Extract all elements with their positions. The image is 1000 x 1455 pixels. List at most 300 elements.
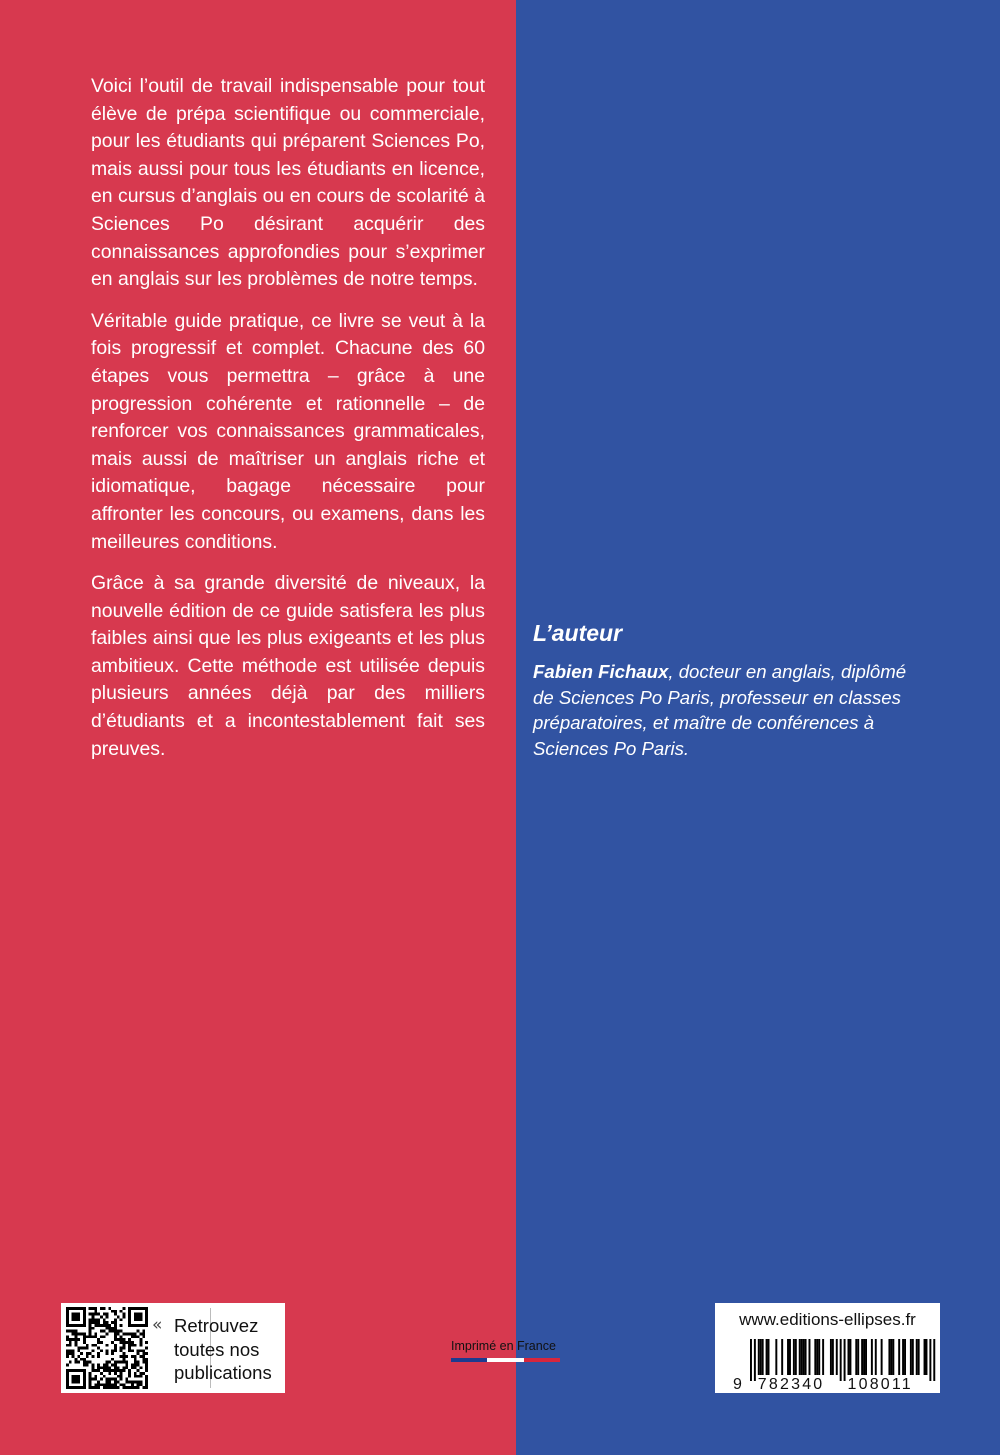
qr-module — [123, 1369, 126, 1372]
qr-module — [103, 1321, 106, 1324]
barcode-bar — [933, 1339, 935, 1381]
barcode-bar — [766, 1339, 768, 1375]
qr-module — [137, 1361, 140, 1364]
qr-module — [111, 1330, 114, 1333]
qr-module — [74, 1330, 77, 1333]
qr-module — [89, 1386, 92, 1389]
qr-module — [123, 1313, 126, 1316]
qr-module — [128, 1344, 131, 1347]
qr-module — [89, 1381, 92, 1384]
qr-module — [103, 1335, 106, 1338]
barcode-bar — [832, 1339, 834, 1375]
qr-module — [137, 1335, 140, 1338]
qr-module — [89, 1335, 92, 1338]
barcode-bar — [830, 1339, 832, 1375]
qr-module — [77, 1355, 80, 1358]
flag-blue — [451, 1358, 487, 1362]
qr-module — [114, 1372, 117, 1375]
qr-module — [80, 1347, 83, 1350]
qr-module — [91, 1378, 94, 1381]
qr-module — [106, 1321, 109, 1324]
qr-module — [114, 1378, 117, 1381]
qr-module — [69, 1330, 72, 1333]
barcode-bar — [844, 1339, 846, 1381]
qr-module — [140, 1366, 143, 1369]
qr-module — [134, 1372, 137, 1375]
qr-module — [123, 1355, 126, 1358]
publisher-website[interactable]: www.editions-ellipses.fr — [739, 1310, 916, 1329]
barcode-bar — [892, 1339, 894, 1375]
qr-module — [97, 1355, 100, 1358]
qr-module — [89, 1324, 92, 1327]
qr-module — [114, 1347, 117, 1350]
qr-module — [145, 1383, 148, 1386]
barcode-bar — [750, 1339, 752, 1381]
qr-module — [125, 1364, 128, 1367]
qr-module — [117, 1361, 120, 1364]
qr-module — [134, 1364, 137, 1367]
qr-module — [89, 1383, 92, 1386]
qr-module — [111, 1364, 114, 1367]
qr-module — [140, 1332, 143, 1335]
qr-module — [94, 1386, 97, 1389]
barcode-bar — [912, 1339, 914, 1375]
barcode-bar — [865, 1339, 867, 1375]
qr-module — [120, 1372, 123, 1375]
author-block — [533, 620, 913, 761]
qr-label-line-1: Retrouvez — [174, 1315, 259, 1336]
qr-module — [125, 1386, 128, 1389]
qr-module — [114, 1321, 117, 1324]
qr-module — [111, 1369, 114, 1372]
qr-module — [103, 1330, 106, 1333]
barcode-bar — [762, 1339, 764, 1375]
qr-module — [100, 1383, 103, 1386]
qr-module — [86, 1352, 89, 1355]
qr-module — [91, 1327, 94, 1330]
qr-module — [103, 1375, 106, 1378]
qr-module — [66, 1364, 69, 1367]
qr-module — [89, 1378, 92, 1381]
barcode-bar — [881, 1339, 883, 1375]
chevrons-left-icon: « — [152, 1315, 163, 1335]
qr-module — [145, 1366, 148, 1369]
qr-module — [108, 1383, 111, 1386]
author-name: Fabien Fichaux — [533, 661, 669, 682]
qr-module — [91, 1335, 94, 1338]
qr-module — [125, 1361, 128, 1364]
qr-module — [108, 1307, 111, 1310]
qr-module — [97, 1352, 100, 1355]
qr-module — [97, 1366, 100, 1369]
qr-module — [89, 1352, 92, 1355]
barcode-bar — [836, 1339, 838, 1375]
qr-module — [123, 1341, 126, 1344]
qr-module — [123, 1352, 126, 1355]
qr-module — [108, 1361, 111, 1364]
qr-module — [106, 1349, 109, 1352]
barcode-bar — [789, 1339, 791, 1375]
qr-module — [120, 1341, 123, 1344]
qr-module — [97, 1338, 100, 1341]
qr-module — [86, 1355, 89, 1358]
qr-module — [91, 1344, 94, 1347]
barcode-bar — [803, 1339, 805, 1375]
qr-module — [108, 1327, 111, 1330]
qr-module — [66, 1344, 69, 1347]
qr-module — [137, 1364, 140, 1367]
qr-module — [145, 1347, 148, 1350]
qr-module — [69, 1361, 72, 1364]
qr-module — [94, 1383, 97, 1386]
qr-module — [86, 1361, 89, 1364]
barcode-bar — [805, 1339, 807, 1375]
qr-module — [142, 1330, 145, 1333]
qr-module — [128, 1332, 131, 1335]
qr-module — [114, 1369, 117, 1372]
qr-module — [128, 1375, 131, 1378]
qr-module — [142, 1358, 145, 1361]
qr-module — [128, 1349, 131, 1352]
qr-module — [120, 1338, 123, 1341]
qr-label — [174, 1314, 284, 1385]
qr-module — [142, 1335, 145, 1338]
qr-module — [74, 1332, 77, 1335]
qr-module — [108, 1330, 111, 1333]
qr-module — [97, 1324, 100, 1327]
qr-module — [134, 1344, 137, 1347]
qr-module — [94, 1344, 97, 1347]
qr-module — [142, 1349, 145, 1352]
isbn-barcode — [715, 1303, 940, 1393]
qr-module — [97, 1369, 100, 1372]
qr-module — [80, 1352, 83, 1355]
qr-module — [123, 1347, 126, 1350]
qr-module — [72, 1338, 75, 1341]
qr-module — [91, 1349, 94, 1352]
qr-module — [69, 1341, 72, 1344]
qr-module — [142, 1372, 145, 1375]
qr-module — [94, 1369, 97, 1372]
qr-module — [91, 1307, 94, 1310]
qr-module — [137, 1349, 140, 1352]
qr-module — [137, 1330, 140, 1333]
qr-module — [86, 1335, 89, 1338]
qr-module — [106, 1386, 109, 1389]
qr-module — [128, 1386, 131, 1389]
qr-module — [69, 1338, 72, 1341]
qr-module — [134, 1381, 137, 1384]
qr-module — [114, 1383, 117, 1386]
barcode-bar — [787, 1339, 789, 1375]
qr-module — [114, 1318, 117, 1321]
qr-module — [106, 1361, 109, 1364]
qr-module — [128, 1372, 131, 1375]
qr-module — [117, 1366, 120, 1369]
qr-module — [114, 1364, 117, 1367]
flag-red — [524, 1358, 560, 1362]
qr-module — [94, 1318, 97, 1321]
qr-box[interactable] — [61, 1303, 285, 1393]
qr-module — [66, 1330, 69, 1333]
qr-module — [106, 1378, 109, 1381]
qr-module — [145, 1352, 148, 1355]
qr-module — [123, 1358, 126, 1361]
qr-module — [131, 1381, 134, 1384]
qr-module — [137, 1383, 140, 1386]
qr-module — [120, 1375, 123, 1378]
qr-module — [114, 1381, 117, 1384]
qr-module — [74, 1344, 77, 1347]
barcode-bar — [775, 1339, 777, 1375]
qr-module — [134, 1366, 137, 1369]
qr-module — [117, 1330, 120, 1333]
qr-module — [128, 1347, 131, 1350]
qr-module — [123, 1366, 126, 1369]
qr-module — [66, 1352, 69, 1355]
qr-module — [123, 1332, 126, 1335]
qr-module — [97, 1383, 100, 1386]
qr-module — [89, 1327, 92, 1330]
qr-module — [140, 1338, 143, 1341]
qr-finder-core — [72, 1375, 80, 1383]
barcode-bar — [849, 1339, 851, 1375]
barcode-digits-right: 108011 — [847, 1376, 913, 1393]
qr-module — [120, 1369, 123, 1372]
qr-module — [106, 1332, 109, 1335]
qr-module — [77, 1349, 80, 1352]
qr-module — [103, 1364, 106, 1367]
qr-module — [117, 1381, 120, 1384]
qr-module — [120, 1378, 123, 1381]
qr-module — [120, 1318, 123, 1321]
barcode-bar — [918, 1339, 920, 1375]
qr-module — [123, 1386, 126, 1389]
qr-module — [94, 1310, 97, 1313]
barcode-bar — [888, 1339, 890, 1375]
barcode-bar — [855, 1339, 857, 1375]
qr-module — [74, 1335, 77, 1338]
qr-module — [131, 1335, 134, 1338]
qr-module — [74, 1338, 77, 1341]
qr-module — [145, 1378, 148, 1381]
qr-module — [100, 1307, 103, 1310]
qr-module — [103, 1369, 106, 1372]
qr-module — [91, 1369, 94, 1372]
qr-module — [140, 1344, 143, 1347]
qr-module — [103, 1324, 106, 1327]
qr-module — [97, 1386, 100, 1389]
qr-module — [123, 1315, 126, 1318]
barcode-bar — [871, 1339, 873, 1375]
qr-module — [137, 1375, 140, 1378]
qr-module — [100, 1330, 103, 1333]
qr-code-icon[interactable] — [66, 1307, 148, 1389]
qr-module — [72, 1330, 75, 1333]
barcode-box — [715, 1303, 940, 1393]
qr-module — [142, 1352, 145, 1355]
back-cover-blurb — [91, 73, 485, 777]
qr-module — [111, 1341, 114, 1344]
qr-module — [97, 1341, 100, 1344]
barcode-bar — [848, 1339, 850, 1375]
qr-module — [77, 1338, 80, 1341]
qr-module — [114, 1327, 117, 1330]
barcode-bar — [799, 1339, 801, 1375]
barcode-bar — [890, 1339, 892, 1375]
qr-module — [89, 1375, 92, 1378]
qr-module — [86, 1344, 89, 1347]
qr-module — [100, 1324, 103, 1327]
qr-module — [114, 1310, 117, 1313]
qr-module — [117, 1386, 120, 1389]
qr-module — [120, 1310, 123, 1313]
author-bio — [533, 659, 913, 761]
qr-module — [100, 1335, 103, 1338]
qr-module — [91, 1386, 94, 1389]
qr-module — [145, 1381, 148, 1384]
qr-module — [89, 1361, 92, 1364]
qr-module — [114, 1324, 117, 1327]
qr-module — [140, 1381, 143, 1384]
qr-module — [131, 1349, 134, 1352]
qr-module — [114, 1349, 117, 1352]
qr-module — [114, 1344, 117, 1347]
qr-module — [91, 1321, 94, 1324]
barcode-bar — [818, 1339, 820, 1375]
qr-module — [120, 1349, 123, 1352]
qr-module — [123, 1344, 126, 1347]
qr-module — [111, 1349, 114, 1352]
barcode-bar — [861, 1339, 863, 1375]
qr-module — [89, 1318, 92, 1321]
qr-module — [131, 1341, 134, 1344]
barcode-bar — [801, 1339, 803, 1375]
barcode-bar — [910, 1339, 912, 1375]
qr-module — [108, 1372, 111, 1375]
qr-module — [74, 1341, 77, 1344]
qr-module — [123, 1307, 126, 1310]
qr-module — [72, 1332, 75, 1335]
qr-module — [106, 1364, 109, 1367]
qr-module — [94, 1324, 97, 1327]
barcode-digits-left: 782340 — [757, 1376, 825, 1393]
qr-finder-core — [72, 1313, 80, 1321]
qr-module — [72, 1355, 75, 1358]
qr-module — [117, 1315, 120, 1318]
qr-module — [111, 1383, 114, 1386]
qr-module — [114, 1313, 117, 1316]
qr-module — [80, 1332, 83, 1335]
qr-module — [108, 1369, 111, 1372]
qr-module — [125, 1378, 128, 1381]
qr-module — [134, 1375, 137, 1378]
qr-module — [89, 1372, 92, 1375]
qr-module — [111, 1321, 114, 1324]
barcode-bar — [814, 1339, 816, 1375]
qr-module — [134, 1386, 137, 1389]
qr-module — [114, 1332, 117, 1335]
barcode-bar — [816, 1339, 818, 1375]
qr-module — [80, 1358, 83, 1361]
qr-module — [89, 1321, 92, 1324]
qr-module — [69, 1352, 72, 1355]
barcode-bar — [781, 1339, 783, 1375]
qr-module — [108, 1378, 111, 1381]
qr-module — [72, 1349, 75, 1352]
qr-module — [97, 1321, 100, 1324]
barcode-bar — [902, 1339, 904, 1375]
qr-module — [114, 1330, 117, 1333]
qr-module — [103, 1318, 106, 1321]
qr-module — [100, 1366, 103, 1369]
qr-module — [83, 1335, 86, 1338]
qr-module — [91, 1366, 94, 1369]
qr-module — [123, 1338, 126, 1341]
qr-module — [83, 1364, 86, 1367]
qr-module — [111, 1352, 114, 1355]
barcode-bar — [875, 1339, 877, 1375]
qr-module — [114, 1335, 117, 1338]
qr-module — [145, 1386, 148, 1389]
qr-module — [97, 1364, 100, 1367]
barcode-bar — [795, 1339, 797, 1375]
barcode-bar — [809, 1339, 811, 1375]
qr-module — [120, 1324, 123, 1327]
barcode-bar — [924, 1339, 926, 1375]
qr-module — [94, 1332, 97, 1335]
qr-module — [94, 1313, 97, 1316]
printed-in-france-label: Imprimé en France — [451, 1339, 556, 1353]
qr-module — [103, 1366, 106, 1369]
qr-module — [145, 1364, 148, 1367]
qr-module — [142, 1332, 145, 1335]
qr-module — [106, 1366, 109, 1369]
qr-module — [120, 1330, 123, 1333]
qr-module — [94, 1307, 97, 1310]
qr-module — [69, 1344, 72, 1347]
french-flag-stripe — [451, 1358, 560, 1362]
barcode-bar — [822, 1339, 824, 1375]
qr-module — [72, 1352, 75, 1355]
qr-module — [131, 1383, 134, 1386]
barcode-bar — [768, 1339, 770, 1375]
qr-module — [74, 1358, 77, 1361]
qr-module — [117, 1338, 120, 1341]
qr-module — [89, 1307, 92, 1310]
qr-module — [97, 1347, 100, 1350]
qr-module — [97, 1318, 100, 1321]
qr-module — [100, 1349, 103, 1352]
barcode-bar — [916, 1339, 918, 1375]
qr-module — [137, 1381, 140, 1384]
qr-module — [134, 1358, 137, 1361]
qr-module — [108, 1381, 111, 1384]
qr-module — [66, 1338, 69, 1341]
qr-module — [125, 1332, 128, 1335]
qr-module — [97, 1381, 100, 1384]
qr-module — [128, 1381, 131, 1384]
qr-module — [103, 1386, 106, 1389]
qr-module — [83, 1358, 86, 1361]
qr-module — [125, 1381, 128, 1384]
qr-module — [91, 1318, 94, 1321]
qr-module — [125, 1366, 128, 1369]
qr-module — [111, 1386, 114, 1389]
qr-module — [114, 1338, 117, 1341]
qr-module — [120, 1347, 123, 1350]
qr-module — [131, 1332, 134, 1335]
